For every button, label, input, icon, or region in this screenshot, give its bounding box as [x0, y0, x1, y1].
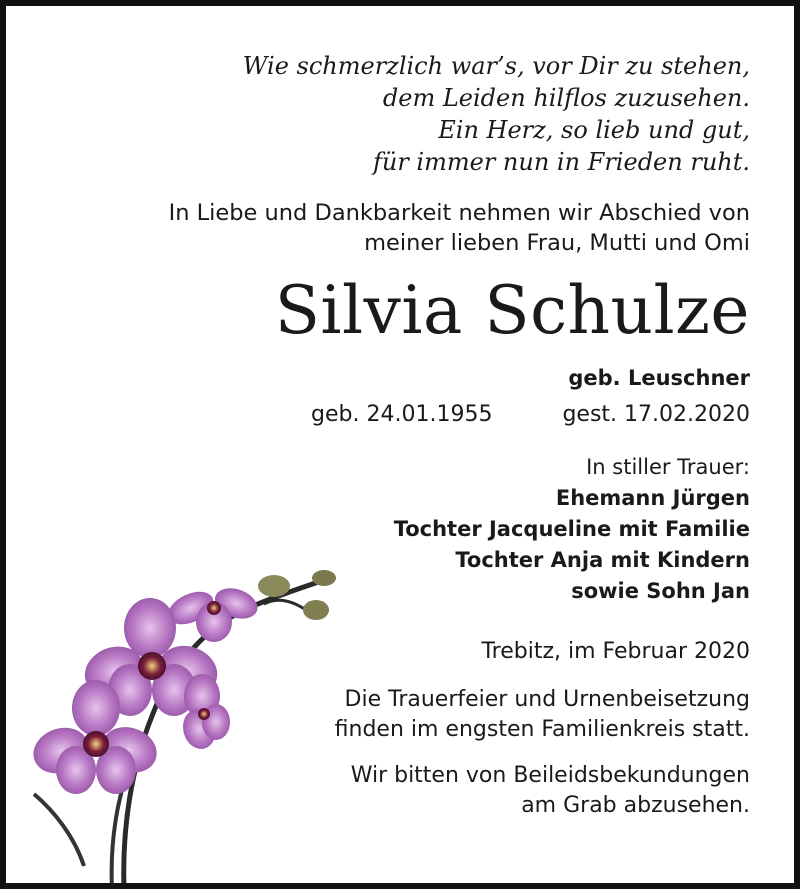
death-date: gest. 17.02.2020 [562, 402, 750, 427]
funeral-info-line: Die Trauerfeier und Urnenbeisetzung [344, 687, 750, 712]
maiden-name: geb. Leuschner [568, 366, 750, 390]
funeral-info [66, 685, 750, 745]
birth-date: geb. 24.01.1955 [311, 402, 493, 427]
poem [66, 50, 750, 178]
condolence-info [66, 761, 750, 821]
intro-line: In Liebe und Dankbarkeit nehmen wir Abschied von [168, 200, 750, 226]
condolence-info-line: am Grab abzusehen. [521, 793, 750, 818]
obituary-text [66, 50, 750, 821]
poem-line: für immer nun in Frieden ruht. [372, 148, 750, 176]
mourners-label: In stiller Trauer: [586, 455, 750, 479]
poem-line: Wie schmerzlich war’s, vor Dir zu stehen, [242, 52, 750, 80]
mourner-name: sowie Sohn Jan [571, 579, 750, 603]
life-dates [66, 400, 750, 430]
deceased-name: Silvia Schulze [274, 272, 750, 349]
condolence-info-line: Wir bitten von Beileidsbekundungen [350, 763, 750, 788]
funeral-info-line: finden im engsten Familienkreis statt. [334, 717, 750, 742]
intro-text [66, 198, 750, 258]
poem-line: Ein Herz, so lieb und gut, [438, 116, 750, 144]
mourners [66, 452, 750, 607]
mourner-name: Ehemann Jürgen [555, 486, 750, 510]
place-date: Trebitz, im Februar 2020 [481, 639, 750, 664]
intro-line: meiner lieben Frau, Mutti und Omi [364, 230, 750, 256]
mourner-name: Tochter Anja mit Kindern [455, 548, 750, 572]
poem-line: dem Leiden hilflos zuzusehen. [382, 84, 750, 112]
mourner-name: Tochter Jacqueline mit Familie [393, 517, 750, 541]
